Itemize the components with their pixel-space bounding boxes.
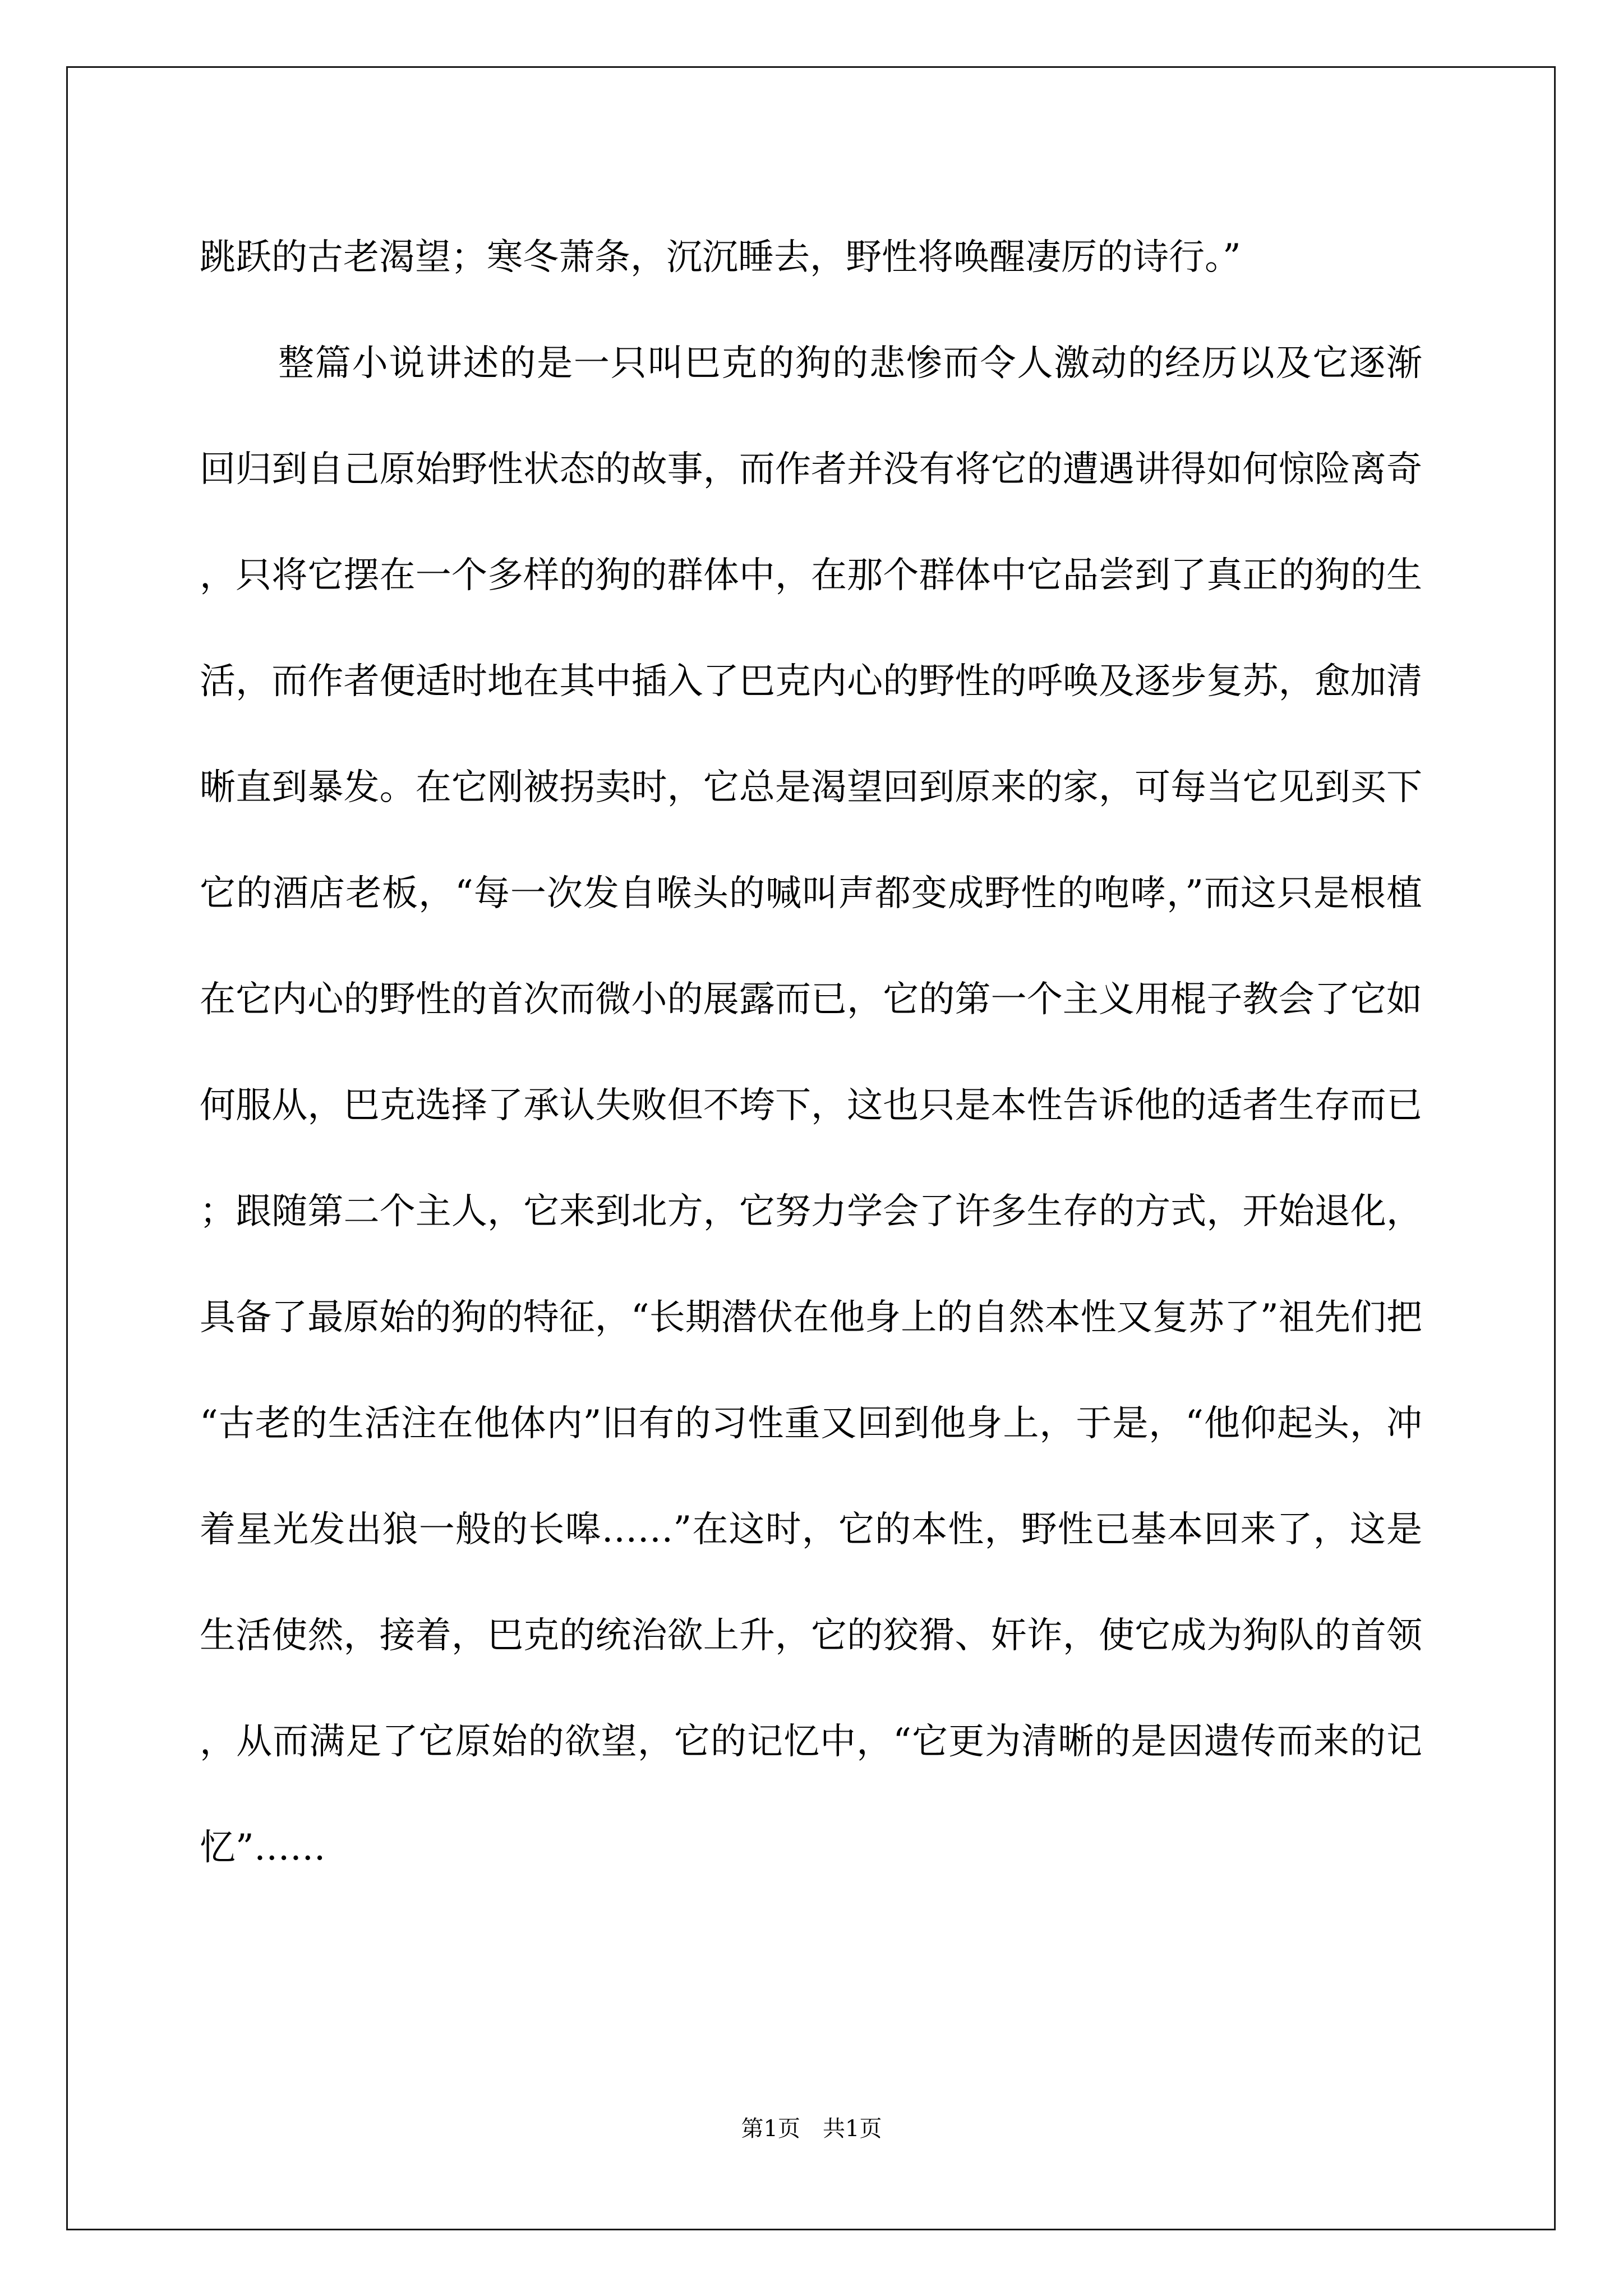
paragraph-main: 整篇小说讲述的是一只叫巴克的狗的悲惨而令人激动的经历以及它逐渐回归到自己原始野性状态的故事，而作者并没有将它的遭遇讲得如何惊险离奇，只将它摆在一个多样的狗的群体中，在那个群体中它品尝到了真正的狗的生活，而作者便适时地在其中插入了巴克内心的野性的呼唤及逐步复苏，愈加清晰直到暴发。在它刚被拐卖时，它总是渴望回到原来的家，可每当它见到买下它的酒店老板，“每一次发自喉头的喊叫声都变成野性的咆哮，”而这只是根植在它内心的野性的首次而微小的展露而已，它的第一个主义用棍子教会了它如何服从，巴克选择了承认失败但不垮下，这也只是本性告诉他的适者生存而已；跟随第二个主人，它来到北方，它努力学会了许多生存的方式，开始退化，具备了最原始的狗的特征，“长期潜伏在他身上的自然本性又复苏了”祖先们把“古老的生活注在他体内”旧有的习性重又回到他身上，于是，“他仰起头，冲着星光发出狼一般的长嗥……”在这时，它的本性，野性已基本回来了，这是生活使然，接着，巴克的统治欲上升，它的狡猾、奸诈，使它成为狗队的首领，从而满足了它原始的欲望，它的记忆中，“它更为清晰的是因遗传而来的记忆”…… <box>200 343 1422 1869</box>
paragraph-continuation: 跳跃的古老渴望；寒冬萧条，沉沉睡去，野性将唤醒凄厉的诗行。” <box>200 237 1241 278</box>
document-body <box>200 205 1422 1901</box>
page-footer <box>0 2115 1623 2143</box>
page-number: 第1页 <box>741 2116 800 2142</box>
page-total: 共1页 <box>823 2116 882 2142</box>
